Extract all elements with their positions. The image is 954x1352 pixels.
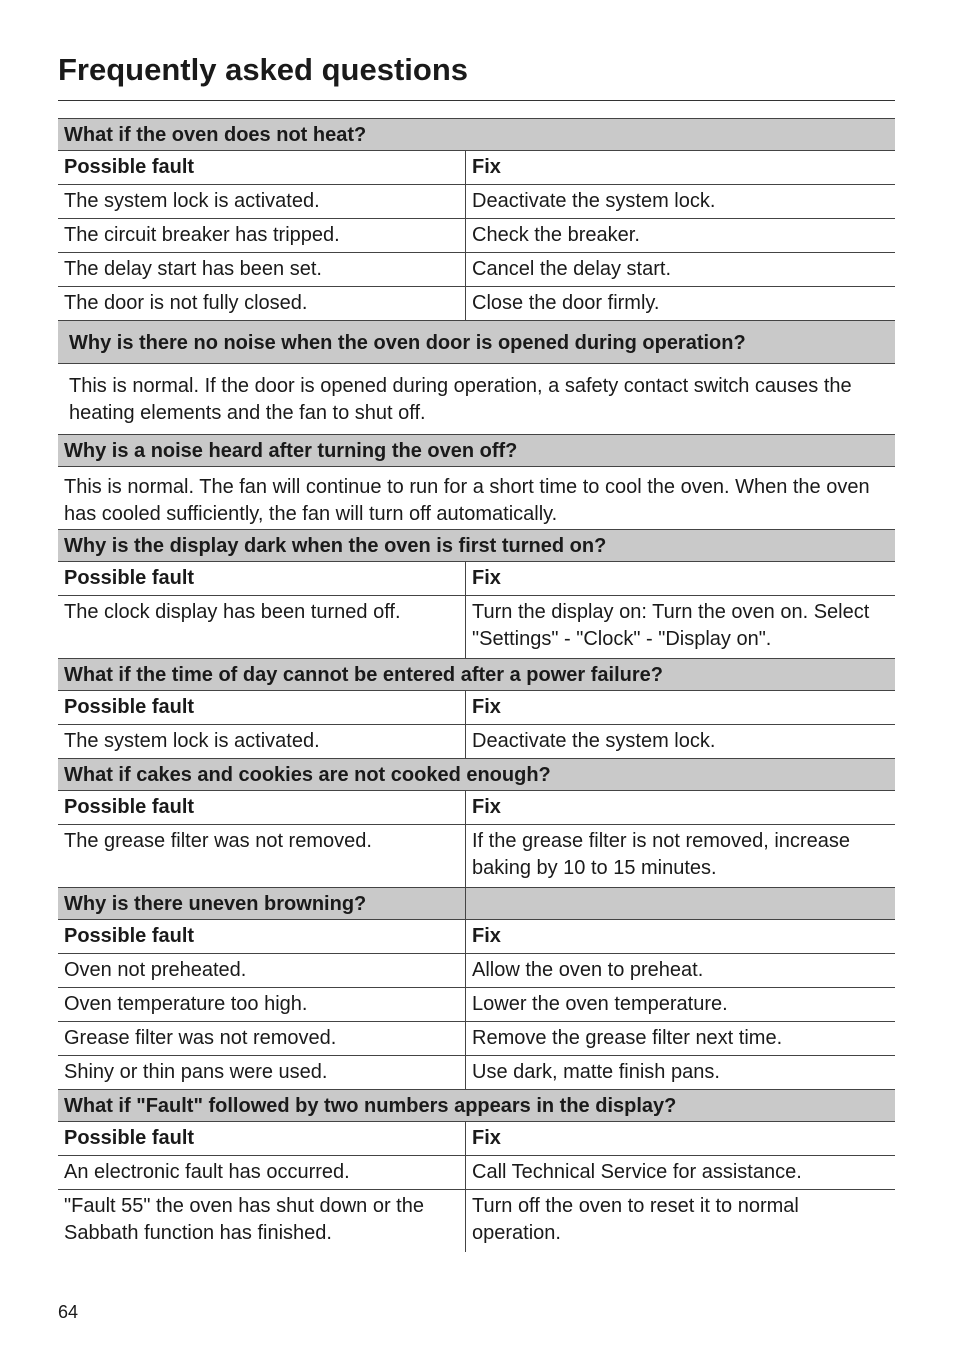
fix-column-header: Fix: [472, 696, 501, 718]
table-header-row: [58, 691, 895, 725]
fix-cell: Turn off the oven to reset it to normal operation.: [472, 1195, 799, 1244]
fix-cell: Use dark, matte finish pans.: [472, 1061, 720, 1083]
fault-column-header: Possible fault: [58, 562, 466, 595]
fix-cell: Remove the grease filter next time.: [472, 1027, 783, 1049]
table-header-row: [58, 151, 895, 185]
table-row: [58, 825, 895, 887]
fix-cell: Deactivate the system lock.: [472, 190, 716, 212]
fault-cell: "Fault 55" the oven has shut down or the Sabbath function has finished.: [58, 1190, 466, 1252]
table-header-row: [58, 791, 895, 825]
fix-cell: Cancel the delay start.: [472, 258, 671, 280]
question-heading-fault-numbers: What if "Fault" followed by two numbers appears in the display?: [58, 1089, 895, 1122]
fault-cell: The delay start has been set.: [58, 253, 466, 286]
fault-column-header: Possible fault: [58, 151, 466, 184]
question-heading-browning: [58, 887, 895, 920]
table-header-row: [58, 562, 895, 596]
fault-cell: The door is not fully closed.: [58, 287, 466, 320]
fault-cell: Oven temperature too high.: [58, 988, 466, 1021]
table-row: [58, 954, 895, 988]
fix-column-header: Fix: [472, 796, 501, 818]
fix-cell: Turn the display on: Turn the oven on. Select "Settings" - "Clock" - "Display on".: [472, 601, 870, 650]
fault-column-header: Possible fault: [58, 1122, 466, 1155]
fix-cell: Call Technical Service for assistance.: [472, 1161, 802, 1183]
table-row: [58, 253, 895, 287]
table-row: [58, 219, 895, 253]
table-row: [58, 287, 895, 320]
fix-cell: Deactivate the system lock.: [472, 730, 716, 752]
faq-table: [58, 118, 895, 1252]
page-number: 64: [58, 1302, 79, 1322]
question-heading-noise-after-off: Why is a noise heard after turning the oven off?: [58, 434, 895, 467]
table-row: [58, 1190, 895, 1252]
fault-column-header: Possible fault: [58, 791, 466, 824]
table-row: [58, 988, 895, 1022]
empty-heading-cell: [466, 888, 895, 919]
fix-cell: If the grease filter is not removed, increase baking by 10 to 15 minutes.: [472, 830, 850, 879]
answer-text: This is normal. If the door is opened during operation, a safety contact switch causes the heating elements and the fan to shut off.: [69, 375, 852, 424]
page-title: Frequently asked questions: [58, 52, 468, 87]
question-heading-no-noise: Why is there no noise when the oven door is opened during operation?: [58, 320, 895, 364]
question-heading-cakes: What if cakes and cookies are not cooked enough?: [58, 758, 895, 791]
fault-cell: Oven not preheated.: [58, 954, 466, 987]
fault-cell: The circuit breaker has tripped.: [58, 219, 466, 252]
table-header-row: [58, 1122, 895, 1156]
fault-cell: Shiny or thin pans were used.: [58, 1056, 466, 1089]
fault-cell: Grease filter was not removed.: [58, 1022, 466, 1055]
fix-cell: Allow the oven to preheat.: [472, 959, 704, 981]
fault-column-header: Possible fault: [58, 920, 466, 953]
fix-column-header: Fix: [472, 156, 501, 178]
question-heading-oven-not-heat: What if the oven does not heat?: [58, 118, 895, 151]
fix-column-header: Fix: [472, 925, 501, 947]
table-row: [58, 1022, 895, 1056]
table-row: [58, 1056, 895, 1089]
table-header-row: [58, 920, 895, 954]
fault-cell: An electronic fault has occurred.: [58, 1156, 466, 1189]
fix-cell: Check the breaker.: [472, 224, 640, 246]
question-heading-time-of-day: What if the time of day cannot be entered after a power failure?: [58, 658, 895, 691]
table-row: [58, 596, 895, 658]
answer-text: This is normal. The fan will continue to run for a short time to cool the oven. When the oven has cooled sufficiently, the fan will turn off automatically.: [64, 476, 870, 525]
fix-column-header: Fix: [472, 1127, 501, 1149]
fix-cell: Lower the oven temperature.: [472, 993, 728, 1015]
fault-cell: The clock display has been turned off.: [58, 596, 466, 658]
fault-column-header: Possible fault: [58, 691, 466, 724]
fault-cell: The system lock is activated.: [58, 725, 466, 758]
question-text: Why is there uneven browning?: [58, 888, 466, 919]
table-row: [58, 725, 895, 758]
fault-cell: The system lock is activated.: [58, 185, 466, 218]
fault-cell: The grease filter was not removed.: [58, 825, 466, 887]
title-divider: [58, 100, 895, 101]
fix-column-header: Fix: [472, 567, 501, 589]
question-heading-display-dark: Why is the display dark when the oven is first turned on?: [58, 529, 895, 562]
fix-cell: Close the door firmly.: [472, 292, 660, 314]
table-row: [58, 185, 895, 219]
table-row: [58, 1156, 895, 1190]
